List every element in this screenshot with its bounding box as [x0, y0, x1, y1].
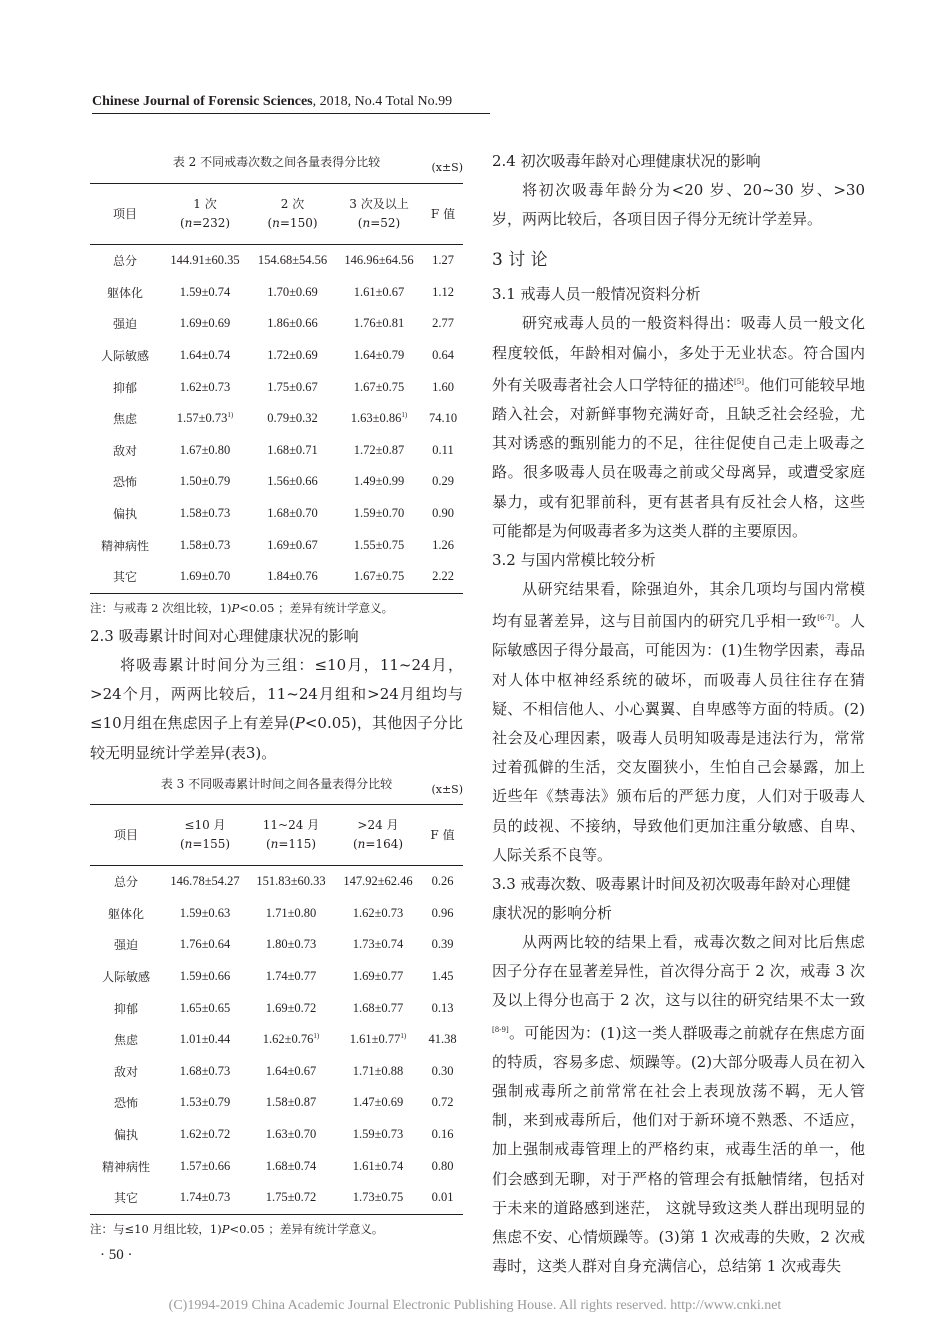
table-2-caption: [90, 152, 463, 172]
table-cell: 0.16: [431, 1127, 454, 1142]
table-cell: 恐怖: [113, 1096, 138, 1111]
table-cell: 1.68±0.77: [352, 1000, 404, 1015]
table-3-title: 表 3 不同吸毒累计时间之间各量表得分比较: [160, 777, 393, 791]
table-cell: 1.26: [432, 537, 454, 552]
section-2-3: [90, 622, 463, 768]
table-2-grid: [90, 183, 463, 594]
table-cell: 1.69±0.67: [267, 537, 318, 552]
table-row: [90, 403, 463, 435]
table-cell: 敌对: [112, 443, 137, 458]
journal-name: Chinese Journal of Forensic Sciences: [92, 94, 313, 109]
column-header: 项目: [90, 805, 162, 866]
table-row: [90, 1182, 463, 1214]
copyright-footer: (C)1994-2019 China Academic Journal Electronic Publishing House. All rights reserved. http://www.cnki.net: [168, 1298, 782, 1313]
table-cell: 1.59±0.73: [352, 1127, 404, 1142]
table-3-note: 注：与≤10 月组比较，1)P<0.05 ；差异有统计学意义。: [90, 1221, 384, 1236]
table-cell: 1.61±0.67: [353, 284, 405, 299]
table-cell: 躯体化: [107, 906, 144, 921]
table-cell: 1.64±0.67: [265, 1063, 317, 1078]
table-2-unit: (x±S): [431, 161, 463, 174]
table-cell: 1.50±0.79: [179, 474, 231, 489]
table-cell: 151.83±60.33: [256, 874, 326, 889]
table-cell: 精神病性: [100, 538, 149, 553]
table-cell: 1.76±0.64: [179, 937, 231, 952]
table-cell: 0.80: [431, 1158, 454, 1173]
table-cell: 0.39: [431, 937, 454, 952]
table-cell: 2.22: [423, 561, 463, 593]
paragraph: 从两两比较的结果上看，戒毒次数之间对比后焦虑因子分存在显著差异性，首次得分高于 2 次，戒毒 3 次及以上得分也高于 2 次，这与以往的研究结果不太一致[8-9]。可能因为：(1)这一类人群吸毒之前就存在焦虑方面的特质，容易多虑、烦躁等。(2)大部分吸毒人员在初入强制戒毒所之前常常在社会上表现放荡不羁，无人管制，来到戒毒所后，他们对于新环境不熟悉、不适应，加上强制戒毒管理上的严格约束，戒毒生活的单一，他们会感到无聊，对于严格的管理会有抵触情绪，包括对于未来的道路感到迷茫， 这就导致这类人群出现明显的焦虑不安、心情烦躁等。(3)第 1 次戒毒的失败，2 次戒毒时，这类人群对自身充满信心，总结第 1 次戒毒失: [492, 933, 865, 1276]
table-cell: 1.64±0.79: [353, 348, 405, 363]
table-cell: 1.58±0.73: [179, 537, 231, 552]
table-3: [90, 774, 463, 1237]
table-cell: 1.49±0.99: [353, 474, 405, 489]
table-cell: 0.30: [431, 1063, 454, 1078]
table-cell: 敌对: [113, 1064, 138, 1079]
column-header: 3 次及以上 (n=52): [335, 184, 423, 245]
page-number: · 50 ·: [100, 1247, 133, 1263]
table-cell: 恐怖: [112, 475, 137, 490]
column-header: F 值: [423, 184, 463, 245]
table-row: [90, 245, 463, 277]
right-column: [492, 147, 865, 1282]
table-cell: 1.69±0.70: [160, 561, 250, 593]
table-row: [90, 1056, 463, 1088]
paragraph: 将吸毒累计时间分为三组：≤10月，11~24月，>24个月，两两比较后，11~24月组和>24月组均与≤10月组在焦虑因子上有差异(P<0.05)，其他因子分比较无明显统计学差异(表3)。: [90, 656, 463, 762]
paragraph: 从研究结果看，除强迫外，其余几项均与国内常模均有显著差异，这与目前国内的研究几乎相一致[6-7]。人际敏感因子得分最高，可能因为：(1)生物学因素，毒品对人体中枢神经系统的破坏，而吸毒人员往往存在猜疑、不相信他人、小心翼翼、自卑感等方面的特质。(2)社会及心理因素，吸毒人员明知吸毒是违法行为，常常过着孤僻的生活，交友圈狭小，生怕自己会暴露，加上近些年《禁毒法》颁布后的严惩力度，人们对于吸毒人员的歧视、不接纳，导致他们更加注重分敏感、自卑、人际关系不良等。: [492, 580, 865, 864]
table-2-note: 注：与戒毒 2 次组比较，1)P<0.05 ；差异有统计学意义。: [90, 600, 394, 615]
table-cell: 0.72: [431, 1095, 454, 1110]
table-cell: 1.62±0.72: [179, 1127, 231, 1142]
table-cell: 0.13: [431, 1000, 454, 1015]
table-cell: 144.91±60.35: [170, 253, 240, 268]
table-cell: 1.63±0.70: [265, 1127, 317, 1142]
table-row: [90, 498, 463, 530]
table-row: [90, 371, 463, 403]
table-cell: 1.72±0.69: [267, 348, 318, 363]
table-cell: 1.67±0.75: [335, 561, 423, 593]
table-cell: 1.27: [432, 253, 454, 268]
table-cell: 人际敏感: [100, 349, 149, 364]
table-cell: 1.68±0.70: [267, 506, 318, 521]
table-cell: 1.65±0.65: [179, 1000, 231, 1015]
table-row: [90, 561, 463, 593]
table-cell: 0.90: [432, 506, 454, 521]
table-cell: 抑郁: [113, 1001, 138, 1016]
paragraph: 将初次吸毒年龄分为<20 岁、20~30 岁、>30岁，两两比较后，各项目因子得分无统计学差异。: [492, 181, 865, 229]
table-cell: 1.59±0.63: [179, 905, 231, 920]
table-cell: 人际敏感: [101, 970, 150, 985]
table-cell: 焦虑: [113, 1033, 138, 1048]
table-cell: 1.68±0.73: [179, 1063, 231, 1078]
table-cell: 强迫: [113, 938, 138, 953]
table-cell: 1.61±0.74: [352, 1158, 404, 1173]
table-cell: 1.01±0.44: [179, 1032, 231, 1047]
table-cell: 146.96±64.56: [344, 253, 414, 268]
table-cell: 1.84±0.76: [250, 561, 335, 593]
paragraph: 研究戒毒人员的一般资料得出：吸毒人员一般文化程度较低，年龄相对偏小，多处于无业状态。符合国内外有关吸毒者社会人口学特征的描述[5]。他们可能较早地踏入社会，对新鲜事物充满好奇，且缺乏社会经验，尤其对诱惑的甄别能力的不足，往往促使自己走上吸毒之路。很多吸毒人员在吸毒之前或父母离异，或遭受家庭暴力，或有犯罪前科，更有甚者具有反社会人格，这些可能都是为何吸毒者多为这类人群的主要原因。: [492, 314, 865, 540]
table-cell: 1.69±0.77: [352, 969, 404, 984]
table-row: [90, 961, 463, 993]
table-cell: 总分: [113, 875, 138, 890]
table-row: [90, 929, 463, 961]
table-cell: 1.57±0.66: [179, 1158, 231, 1173]
column-header: 1 次 (n=232): [160, 184, 250, 245]
table-row: [90, 992, 463, 1024]
table-cell: 147.92±62.46: [343, 874, 413, 889]
table-row: [90, 277, 463, 309]
table-cell: 1.76±0.81: [353, 316, 405, 331]
table-cell: 1.71±0.88: [352, 1063, 404, 1078]
table-cell: 1.55±0.75: [353, 537, 405, 552]
table-cell: 1.62±0.73: [179, 379, 231, 394]
table-row: [90, 466, 463, 498]
table-cell: 其它: [90, 561, 160, 593]
table-cell: 154.68±54.56: [257, 253, 328, 268]
column-header: ≤10 月 (n=155): [162, 805, 248, 866]
table-row: [90, 1024, 463, 1056]
table-cell: 1.73±0.74: [352, 937, 404, 952]
section-heading: 3 讨 论: [492, 250, 548, 271]
table-cell: 2.77: [432, 316, 454, 331]
table-cell: 抑郁: [112, 380, 137, 395]
table-cell: 1.69±0.72: [265, 1000, 317, 1015]
table-2-title: 表 2 不同戒毒次数之间各量表得分比较: [172, 155, 381, 169]
table-cell: 精神病性: [101, 1159, 150, 1174]
table-cell: 偏执: [113, 1128, 138, 1143]
table-row: [90, 308, 463, 340]
table-cell: 1.67±0.75: [353, 379, 405, 394]
table-cell: 1.59±0.70: [353, 506, 405, 521]
column-header: F 值: [422, 805, 463, 866]
table-cell: 0.26: [431, 874, 454, 889]
table-cell: 1.74±0.77: [265, 969, 317, 984]
table-3-caption: [90, 774, 463, 794]
table-2: [90, 152, 463, 616]
table-row: [90, 1087, 463, 1119]
table-cell: $1.63\pm 0.86^{1)}$: [350, 411, 408, 426]
table-cell: $1.57\pm 0.73^{1)}$: [176, 411, 234, 426]
table-cell: 1.60: [432, 379, 454, 394]
section-heading: 3.3 戒毒次数、吸毒累计时间及初次吸毒年龄对心理健康状况的影响分析: [492, 875, 851, 923]
table-cell: 1.68±0.71: [267, 442, 318, 457]
section-heading: 3.1 戒毒人员一般情况资料分析: [492, 285, 701, 304]
column-header: 11~24 月 (n=115): [248, 805, 334, 866]
table-cell: 0.96: [431, 905, 454, 920]
table-cell: 偏执: [112, 507, 137, 522]
table-cell: 0.79±0.32: [267, 411, 318, 426]
table-cell: 1.62±0.73: [352, 905, 404, 920]
table-cell: 1.73±0.75: [334, 1182, 422, 1214]
table-row: [90, 1119, 463, 1151]
column-header: >24 月 (n=164): [334, 805, 422, 866]
table-cell: 0.64: [432, 348, 454, 363]
table-cell: 1.70±0.69: [267, 284, 318, 299]
table-cell: 1.75±0.72: [248, 1182, 334, 1214]
table-row: [90, 340, 463, 372]
table-row: [90, 1150, 463, 1182]
table-cell: 41.38: [428, 1032, 457, 1047]
table-cell: 1.58±0.87: [265, 1095, 317, 1110]
table-cell: 1.71±0.80: [265, 905, 317, 920]
table-cell: 1.75±0.67: [267, 379, 318, 394]
section-heading: 3.2 与国内常模比较分析: [492, 551, 656, 570]
table-cell: 1.64±0.74: [179, 348, 231, 363]
table-cell: 0.29: [432, 474, 454, 489]
table-cell: 总分: [112, 254, 137, 269]
table-cell: 1.69±0.69: [179, 316, 231, 331]
table-cell: 1.12: [432, 284, 454, 299]
table-cell: 74.10: [428, 411, 458, 426]
table-cell: 1.74±0.73: [162, 1182, 248, 1214]
table-3-grid: [90, 804, 463, 1215]
table-cell: $1.62\pm 0.76^{1)}$: [262, 1032, 320, 1047]
running-header: [92, 94, 490, 114]
section-heading: 2.4 初次吸毒年龄对心理健康状况的影响: [492, 152, 761, 170]
table-cell: 1.86±0.66: [267, 316, 318, 331]
table-3-unit: (x±S): [431, 783, 463, 796]
table-cell: 1.68±0.74: [265, 1158, 317, 1173]
table-row: [90, 866, 463, 898]
table-cell: 焦虑: [112, 412, 137, 427]
table-cell: 1.45: [431, 969, 454, 984]
table-cell: 1.58±0.73: [179, 506, 231, 521]
table-cell: 1.53±0.79: [179, 1095, 231, 1110]
table-row: [90, 435, 463, 467]
table-cell: 强迫: [112, 317, 137, 332]
table-row: [90, 898, 463, 930]
table-cell: 146.78±54.27: [170, 874, 240, 889]
table-cell: 1.67±0.80: [179, 442, 231, 457]
table-cell: 1.72±0.87: [353, 442, 405, 457]
table-cell: 1.56±0.66: [267, 474, 318, 489]
table-cell: 1.47±0.69: [352, 1095, 404, 1110]
table-cell: 躯体化: [106, 285, 143, 300]
column-header: 2 次 (n=150): [250, 184, 335, 245]
table-cell: 1.59±0.74: [179, 284, 231, 299]
table-cell: 1.59±0.66: [179, 969, 231, 984]
table-row: [90, 529, 463, 561]
table-cell: 0.01: [422, 1182, 463, 1214]
column-header: 项目: [90, 184, 160, 245]
section-heading: 2.3 吸毒累计时间对心理健康状况的影响: [90, 627, 359, 645]
table-cell: 0.11: [432, 442, 454, 457]
issue-info: , 2018, No.4 Total No.99: [312, 94, 453, 109]
table-cell: 1.80±0.73: [265, 937, 317, 952]
table-cell: $1.61\pm 0.77^{1)}$: [349, 1032, 407, 1047]
table-cell: 其它: [90, 1182, 162, 1214]
